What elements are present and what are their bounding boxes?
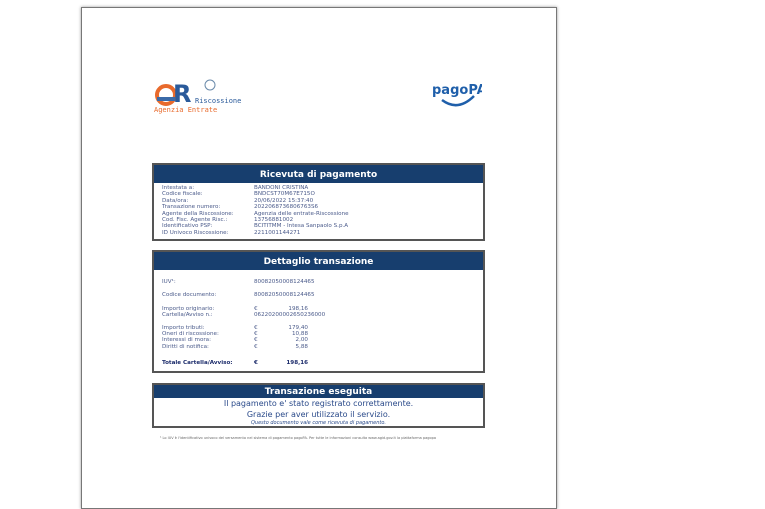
receipt-row: Cod. Fisc. Agente Risc.: 13756881002 [162, 217, 294, 224]
outcome-message: Il pagamento e' stato registrato correttamente. [223, 399, 414, 408]
receipt-row: Transazione numero: 2022068736806763S6 [162, 204, 319, 211]
outcome-box [152, 383, 485, 428]
receipt-row: Codice fiscale: BNDCST70M67E715O [162, 191, 315, 198]
detail-title: Dettaglio transazione [154, 252, 483, 270]
pagopa-logo [432, 76, 482, 114]
agenzia-entrate-riscossione-logo [153, 75, 263, 115]
cartella-row: Cartella/Avviso n.: 06220200002650236000 [162, 312, 326, 319]
receipt-title: Ricevuta di pagamento [154, 165, 483, 183]
footnote: ¹ Lo IUV è l'identificativo univoco del versamento nel sistema di pagamento pagoPA. Per tutte le informazioni consulta www.agid.gov.it la piattaforma pagopa [160, 436, 436, 440]
svg-text:pagoPA: pagoPA [432, 83, 482, 98]
receipt-row: Agente della Riscossione: Agenzia delle entrate-Riscossione [162, 210, 349, 217]
receipt-row: ID Univoco Riscossione: 2211001144271 [162, 229, 301, 236]
importo-row: Importo originario: € 198,16 [162, 305, 308, 312]
receipt-box [152, 163, 485, 241]
svg-text:R: R [173, 80, 192, 108]
amount-row: Interessi di mora: € 2,00 [162, 337, 308, 344]
amount-row: Oneri di riscossione: € 10,88 [162, 331, 308, 338]
svg-text:Agenzia Entrate: Agenzia Entrate [154, 106, 218, 114]
totale-row: Totale Cartella/Avviso: € 198,16 [162, 360, 308, 367]
thanks-message: Grazie per aver utilizzato il servizio. [246, 410, 391, 419]
receipt-row: Identificativo PSP: BCITITMM - Intesa Sanpaolo S.p.A [162, 223, 349, 230]
amount-row: Importo tributi: € 179,40 [162, 324, 308, 331]
receipt-row: Data/ora: 20/06/2022 15:37:40 [162, 197, 314, 204]
receipt-note: Questo documento vale come ricevuta di pagamento. [250, 420, 387, 426]
codice-row: Codice documento: 80082050008124465 [162, 292, 315, 299]
svg-text:Riscossione: Riscossione [195, 97, 242, 105]
iuv-row: IUV¹: 80082050008124465 [162, 279, 315, 285]
outcome-title: Transazione eseguita [154, 385, 483, 398]
receipt-row: Intestata a: BANDONI CRISTINA [162, 185, 309, 191]
transaction-detail-box [152, 250, 485, 373]
amount-row: Diritti di notifica: € 5,88 [162, 343, 308, 350]
